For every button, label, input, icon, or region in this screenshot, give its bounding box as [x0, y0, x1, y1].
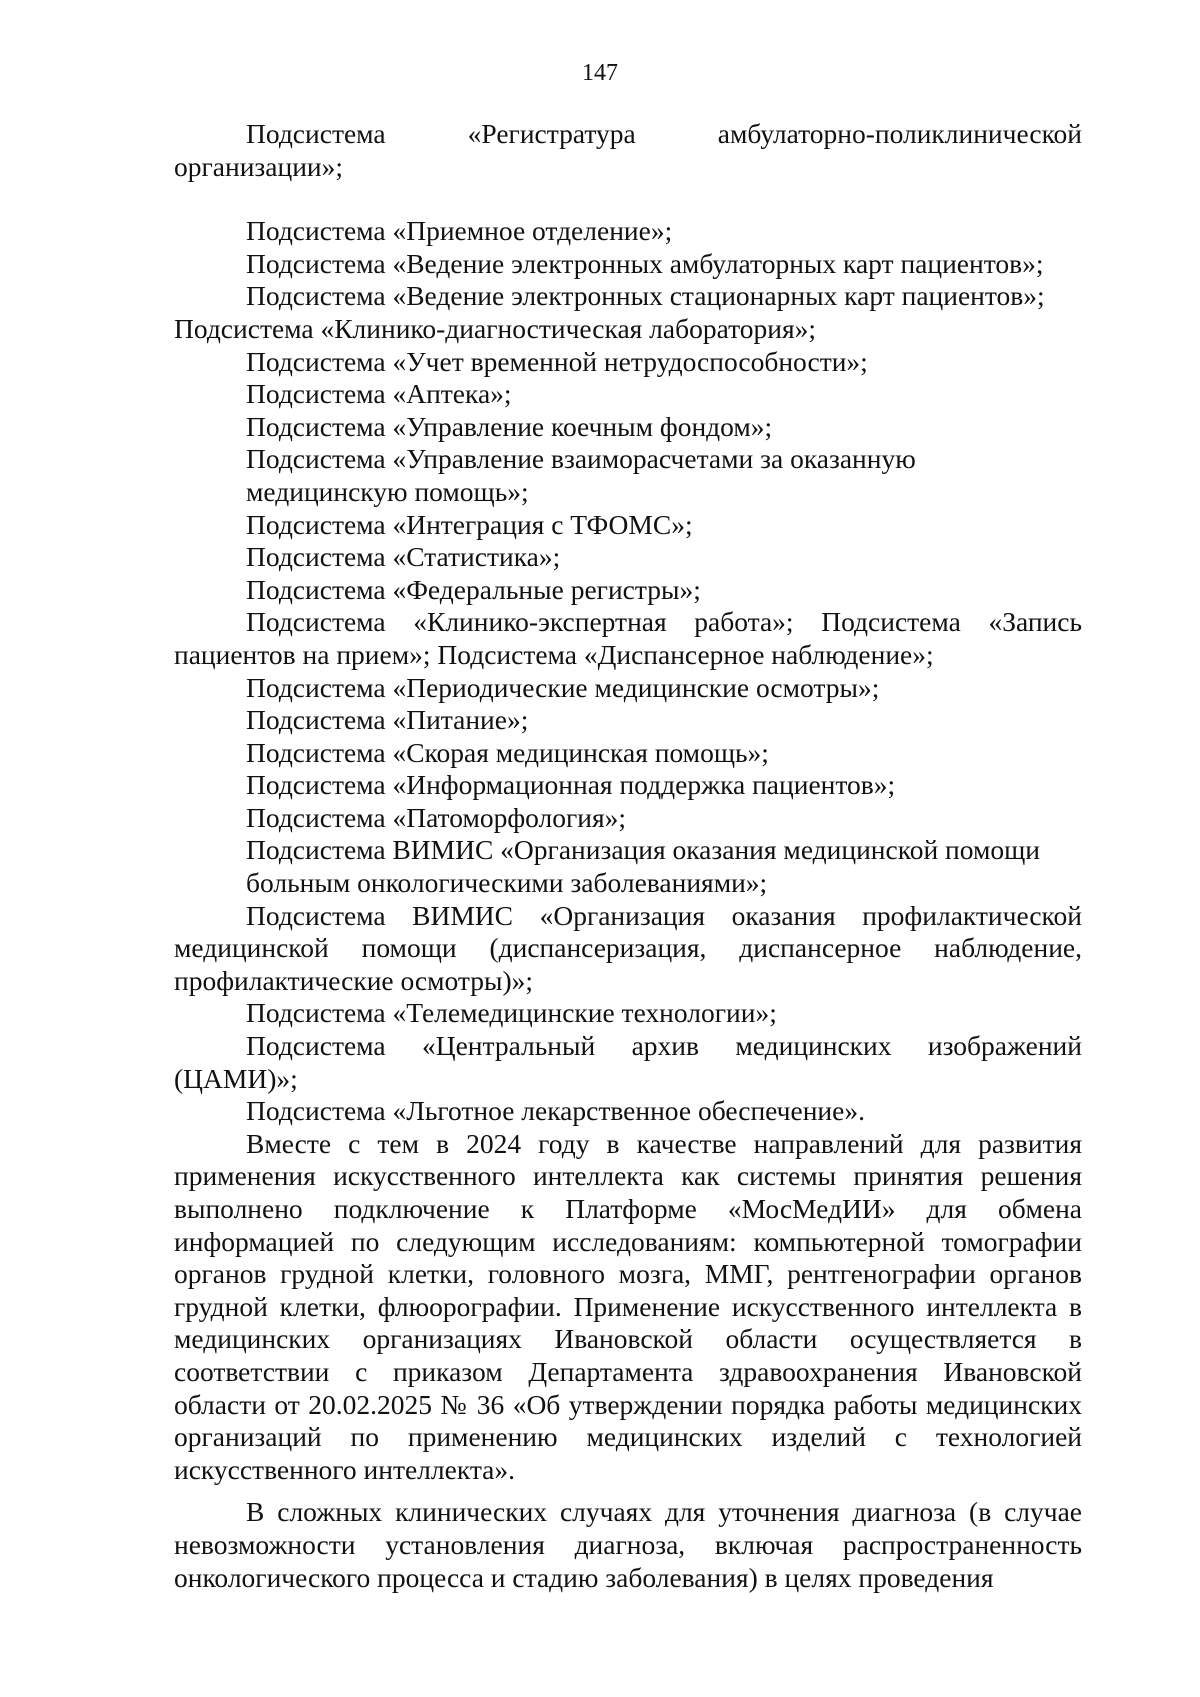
list-item: Подсистема «Центральный архив медицинских изображений (ЦАМИ)»;	[174, 1030, 1082, 1094]
list-item: Подсистема «Клинико-диагностическая лаборатория»;	[174, 312, 817, 344]
spacer	[174, 183, 1082, 215]
page-number: 147	[582, 60, 618, 86]
list-item: Подсистема «Телемедицинские технологии»;	[246, 997, 777, 1029]
list-item: Подсистема «Питание»;	[246, 704, 529, 736]
list-item: Подсистема «Регистратура амбулаторно-поликлинической организации»;	[174, 118, 1082, 182]
list-item-continuation: медицинскую помощь»;	[246, 475, 529, 507]
list-item: Подсистема «Патоморфология»;	[246, 801, 627, 833]
list-item: Подсистема «Управление коечным фондом»;	[246, 410, 773, 442]
list-item: Подсистема «Ведение электронных амбулаторных карт пациентов»;	[246, 247, 1044, 279]
document-body	[174, 118, 1082, 1594]
list-item: Подсистема «Клинико-экспертная работа»; Подсистема «Запись пациентов на прием»; Подсистема «Диспансерное наблюдение»;	[174, 606, 1082, 670]
list-item: Подсистема «Федеральные регистры»;	[246, 573, 701, 605]
list-item: Подсистема «Скорая медицинская помощь»;	[246, 736, 769, 768]
list-item: Подсистема ВИМИС «Организация оказания медицинской помощи	[246, 834, 1041, 866]
list-item: Подсистема «Периодические медицинские осмотры»;	[246, 671, 880, 703]
list-item: Подсистема ВИМИС «Организация оказания профилактической медицинской помощи (диспансеризация, диспансерное наблюдение, профилактические осмотры)»;	[174, 899, 1082, 996]
list-item: Подсистема «Льготное лекарственное обеспечение».	[246, 1095, 865, 1127]
list-item: Подсистема «Управление взаиморасчетами за оказанную	[246, 443, 916, 475]
list-item: Подсистема «Ведение электронных стационарных карт пациентов»;	[246, 280, 1045, 312]
list-item: Подсистема «Приемное отделение»;	[246, 215, 673, 247]
body-paragraph: В сложных клинических случаях для уточнения диагноза (в случае невозможности установления диагноза, включая распространенность онкологического процесса и стадию заболевания) в целях проведения	[174, 1496, 1082, 1593]
list-item-continuation: больным онкологическими заболеваниями»;	[246, 867, 768, 899]
list-item: Подсистема «Статистика»;	[246, 541, 561, 573]
list-item: Подсистема «Учет временной нетрудоспособности»;	[246, 345, 868, 377]
spacer	[174, 1486, 1082, 1496]
list-item: Подсистема «Информационная поддержка пациентов»;	[246, 769, 896, 801]
body-paragraph: Вместе с тем в 2024 году в качестве направлений для развития применения искусственного интеллекта как системы принятия решения выполнено подключение к Платформе «МосМедИИ» для обмена информацией по следующим исследованиям: компьютерной томографии органов грудной клетки, головного мозга, ММГ, рентгенографии органов грудной клетки, флюорографии. Применение искусственного интеллекта в медицинских организациях Ивановской области осуществляется в соответствии с приказом Департамента здравоохранения Ивановской области от 20.02.2025 № 36 «Об утверждении порядка работы медицинских организаций по применению медицинских изделий с технологией искусственного интеллекта».	[174, 1127, 1082, 1485]
list-item: Подсистема «Интеграция с ТФОМС»;	[246, 508, 693, 540]
list-item: Подсистема «Аптека»;	[246, 378, 512, 410]
